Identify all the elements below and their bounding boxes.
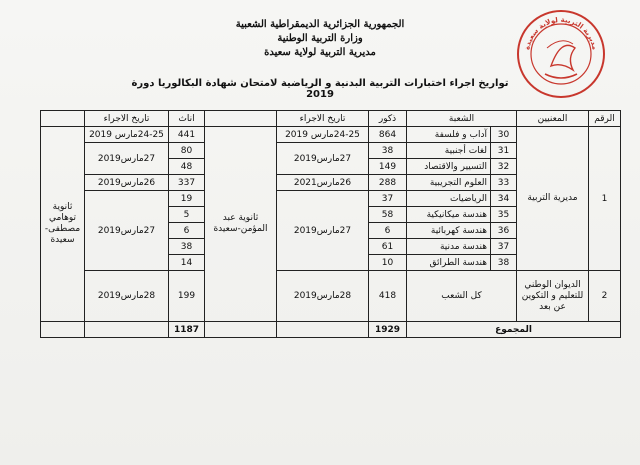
total-label: المجموع xyxy=(407,322,621,338)
branch-code: 37 xyxy=(491,239,517,255)
females-count: 5 xyxy=(169,207,205,223)
header-date-females: تاريخ الاجراء xyxy=(85,111,169,127)
females-count: 48 xyxy=(169,159,205,175)
females-count: 14 xyxy=(169,255,205,271)
exam-center-touhami: ثانوية توهامي مصطفى-سعيدة xyxy=(41,127,85,322)
branch-name: التسيير والاقتصاد xyxy=(407,159,491,175)
document-title: تواريخ اجراء اختبارات التربية البدنية و الرياضية لامتحان شهادة البكالوريا دورة 2019 xyxy=(131,78,509,100)
males-count: 10 xyxy=(369,255,407,271)
branch-name: هندسة الطرائق xyxy=(407,255,491,271)
header-directorate: مديرية التربية لولاية سعيدة xyxy=(264,47,376,58)
males-count: 37 xyxy=(369,191,407,207)
group-2-branch: كل الشعب xyxy=(407,271,517,322)
females-date: 26مارس2019 xyxy=(85,175,169,191)
branch-code: 33 xyxy=(491,175,517,191)
header-males: ذكور xyxy=(369,111,407,127)
females-count: 19 xyxy=(169,191,205,207)
branch-name: الرياضيات xyxy=(407,191,491,207)
branch-code: 35 xyxy=(491,207,517,223)
males-count: 38 xyxy=(369,143,407,159)
group-2-females: 199 xyxy=(169,271,205,322)
table-total-row xyxy=(41,322,621,338)
header-school xyxy=(41,111,85,127)
branch-name: آداب و فلسفة xyxy=(407,127,491,143)
branch-code: 31 xyxy=(491,143,517,159)
group-2-concerned: الديوان الوطني للتعليم و التكوين عن بعد xyxy=(517,271,589,322)
branch-code: 32 xyxy=(491,159,517,175)
header-date-males: تاريخ الاجراء xyxy=(277,111,369,127)
branch-code: 34 xyxy=(491,191,517,207)
exam-center-abdelmoumen: ثانوية عبد المؤمن-سعيدة xyxy=(205,127,277,322)
males-count: 61 xyxy=(369,239,407,255)
branch-name: العلوم التجريبية xyxy=(407,175,491,191)
group-2-number: 2 xyxy=(589,271,621,322)
group-1-concerned: مديرية التربية xyxy=(517,127,589,271)
group-1-number: 1 xyxy=(589,127,621,271)
branch-code: 38 xyxy=(491,255,517,271)
females-date: 27مارس2019 xyxy=(85,191,169,271)
group-2-males: 418 xyxy=(369,271,407,322)
document-header xyxy=(160,18,480,60)
males-date: 26مارس2021 xyxy=(277,175,369,191)
table-row-distance-learning xyxy=(41,271,621,322)
females-count: 6 xyxy=(169,223,205,239)
total-males: 1929 xyxy=(369,322,407,338)
empty-cell xyxy=(41,322,85,338)
females-count: 337 xyxy=(169,175,205,191)
table-row xyxy=(41,127,621,143)
header-num: الرقم xyxy=(589,111,621,127)
males-count: 58 xyxy=(369,207,407,223)
table-header-row xyxy=(41,111,621,127)
males-count: 288 xyxy=(369,175,407,191)
branch-code: 36 xyxy=(491,223,517,239)
header-branch: الشعبة xyxy=(407,111,517,127)
empty-cell xyxy=(205,322,277,338)
males-date: 27مارس2019 xyxy=(277,143,369,175)
males-count: 864 xyxy=(369,127,407,143)
header-females: اناث xyxy=(169,111,205,127)
branch-name: هندسة كهربائية xyxy=(407,223,491,239)
schedule-table xyxy=(40,110,621,338)
branch-name: هندسة ميكانيكية xyxy=(407,207,491,223)
females-count: 441 xyxy=(169,127,205,143)
females-count: 80 xyxy=(169,143,205,159)
group-2-males-date: 28مارس2019 xyxy=(277,271,369,322)
stamp-text: مديرية التربية لولاية سعيدة xyxy=(523,15,599,51)
header-republic: الجمهورية الجزائرية الديمقراطية الشعبية xyxy=(235,19,405,30)
branch-name: هندسة مدنية xyxy=(407,239,491,255)
header-concerned: المعنيين xyxy=(517,111,589,127)
males-date: 27مارس2019 xyxy=(277,191,369,271)
females-date: 27مارس2019 xyxy=(85,143,169,175)
official-stamp xyxy=(515,8,607,100)
branch-name: لغات أجنبية xyxy=(407,143,491,159)
total-females: 1187 xyxy=(169,322,205,338)
header-center xyxy=(205,111,277,127)
empty-cell xyxy=(277,322,369,338)
empty-cell xyxy=(85,322,169,338)
header-ministry: وزارة التربية الوطنية xyxy=(277,33,363,44)
males-count: 149 xyxy=(369,159,407,175)
group-2-females-date: 28مارس2019 xyxy=(85,271,169,322)
males-count: 6 xyxy=(369,223,407,239)
females-date: 24-25مارس 2019 xyxy=(85,127,169,143)
males-date: 24-25مارس 2019 xyxy=(277,127,369,143)
branch-code: 30 xyxy=(491,127,517,143)
females-count: 38 xyxy=(169,239,205,255)
